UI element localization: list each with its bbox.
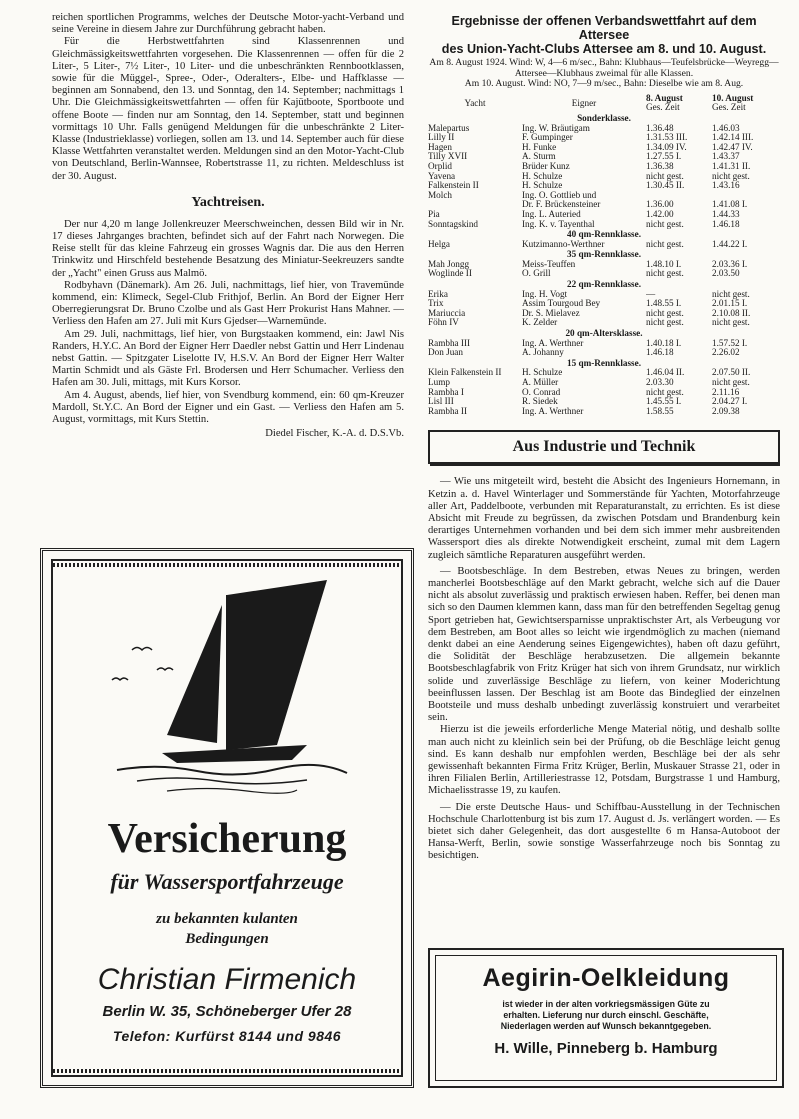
ad-insurance-terms-line1: zu bekannten kulanten (156, 911, 298, 927)
time-day2: nicht gest. (712, 378, 750, 387)
time-day1: 2.03.30 (646, 378, 674, 387)
owner-name: A. Johanny (522, 348, 564, 358)
table-row (428, 290, 780, 300)
owner-name: Ing. W. Bräutigam (522, 123, 590, 133)
class-header-row (428, 328, 780, 339)
table-row (428, 143, 780, 153)
owner-name: F. Gumpinger (522, 133, 573, 143)
time-day1: nicht gest. (646, 318, 684, 328)
time-day1: — (646, 289, 656, 299)
table-row (428, 368, 780, 378)
time-day2: 2.07.50 II. (712, 368, 751, 378)
ad-aegirin-firm: H. Wille, Pinneberg b. Hamburg (494, 1040, 718, 1057)
owner-name: H. Schulze (522, 171, 563, 181)
yacht-paragraph: Am 4. August, abends, lief hier, von Svendburg kommend, ein: 60 qm-Kreuzer Mardoll, St.Y.C. An Bord der Eigner und ein Gast. — Verliess den Hafen am 5. August, vormittags, mit Kurs Stettin. (52, 389, 404, 426)
ad-insurance-firm: Christian Firmenich (97, 963, 357, 996)
ad-insurance-terms (53, 909, 401, 949)
yacht-name: Helga (428, 239, 450, 249)
time-day1 (646, 191, 712, 201)
industry-paragraph: Hierzu ist die jeweils erforderliche Menge Material nötig, und deshalb sollte man auch nicht zu kleinlich sein bei der Prüfung, ob die Beschläge leicht genug sind. Es kann deshalb nur empfohlen werden, Beschläge bei der als sehr gewissenhaft bekannten Firma Fritz Krüger, Berlin, Muskauer Strasse 21, oder in ihren Filialen Berlin, Artilleriestrasse 12, Potsdam, Burgstrasse 1 und Hamburg, Michaelisstrasse 19, zu kaufen. (428, 724, 780, 797)
owner-name: O. Grill (522, 269, 551, 279)
owner-name: Ing. A. Werthner (522, 338, 584, 348)
owner-name: Kutzimanno-Werthner (522, 239, 605, 249)
intro-paragraph: reichen sportlichen Programms, welches der Deutsche Motor-yacht-Verband und seine Vereine in diesem Jahre zur Durchführung gebracht haben. (52, 12, 404, 36)
time-day2: 1.43.16 (712, 181, 740, 191)
industry-paragraph: — Bootsbeschläge. In dem Bestreben, etwas Neues zu bringen, werden mancherlei Bootsbeschläge auf den Markt gebracht, welche sich auf die Dauer nicht als absolut zuverlässig und praktisch erwiesen haben. Reffer, bei denen man sich so den Daumen klemmen kann, dass man für den betreffenden Segeltag genug Sport getrieben hat, Gewichtsersparnisse unpraktischster Art, als Verbeugung vor dem Bestreben, am Boot alles so leicht wie irgendmöglich zu machen (niemand denkt dabei an eine Aenderung seines Eigengewichtes), haben oft dazu geführt, die Solidität der Beschläge herabzusetzen. Die allgemein bekannte Bootsbeschlagfabrik von Fritz Krüger hat sich von ihrem Grundsatz, nur wirklich solide und zuverlässige Beschläge zu liefern, von keiner Moderichtung beeinflussen lassen. Der Beschlag ist am Boote das Bindeglied der einzelnen Bootsteile und muss deshalb unbedingt zuverlässig konstruiert und verarbeitet sein. (428, 565, 780, 724)
yacht-name: Pia (428, 209, 440, 219)
author-signature: Diedel Fischer, K.-A. d. D.S.Vb. (265, 428, 404, 440)
yacht-name: Lisl III (428, 397, 454, 407)
table-row (428, 269, 780, 279)
ad-aegirin-line1: ist wieder in der alten vorkriegsmässigen Güte zu (502, 999, 710, 1009)
industry-paragraph: — Die erste Deutsche Haus- und Schiffbau-Ausstellung in der Technischen Hochschule Charlottenburg ist bis zum 17. August d. Js. verlängert worden. — Es bietet sich daher Gelegenheit, das dort ausgestellte 6 m Hansa-Autoboot der Hansa-Werft, Berlin, sowie sonstige Wasserfahrzeuge noch bis Sonntag zu besichtigen. (428, 801, 780, 862)
time-day2: nicht gest. (712, 171, 750, 181)
decorative-border (53, 1069, 401, 1073)
insurance-advertisement (40, 548, 414, 1088)
table-row (428, 378, 780, 388)
col-header-yacht: Yacht (464, 97, 486, 108)
col-header-owner: Eigner (571, 97, 597, 108)
owner-name: H. Schulze (522, 368, 563, 378)
time-day2: 1.41.31 II. (712, 161, 751, 171)
class-header-row (428, 279, 780, 290)
aegirin-advertisement (428, 948, 784, 1088)
results-conditions-day1: Am 8. August 1924. Wind: W, 4—6 m/sec., Bahn: Klubhaus—Teufelsbrücke—Weyregg—Attersee—Klubhaus zweimal für alle Klassen. (429, 57, 779, 79)
ad-aegirin-title: Aegirin-Oelkleidung (482, 964, 730, 992)
time-day2: 1.46.18 (712, 219, 740, 229)
time-day1: nicht gest. (646, 308, 684, 318)
ad-insurance-subtitle: für Wassersportfahrzeuge (110, 869, 344, 894)
time-day2: 1.57.52 I. (712, 338, 748, 348)
time-day1: nicht gest. (646, 387, 684, 397)
industry-heading: Aus Industrie und Technik (428, 430, 780, 464)
yacht-name (428, 200, 522, 210)
time-day1: 1.48.55 I. (646, 299, 682, 309)
time-day2: 2.11.16 (712, 387, 740, 397)
table-row (428, 181, 780, 191)
owner-name: Ing. K. v. Tayenthal (522, 219, 595, 229)
yacht-name: Rambha I (428, 387, 464, 397)
ad-insurance-title: Versicherung (107, 816, 347, 862)
left-column (52, 12, 404, 537)
time-day1: 1.36.00 (646, 200, 674, 210)
results-body (428, 113, 780, 416)
yacht-name: Falkenstein II (428, 181, 479, 191)
time-day1: 1.34.09 IV. (646, 142, 687, 152)
owner-name: Dr. F. Brückensteiner (522, 200, 601, 210)
time-day1: nicht gest. (646, 239, 684, 249)
table-row (428, 240, 780, 250)
table-row (428, 162, 780, 172)
class-name: 22 qm-Rennklasse. (566, 279, 642, 290)
decorative-border (53, 563, 401, 567)
yacht-name: Lump (428, 378, 450, 387)
time-day2: 1.46.03 (712, 123, 740, 133)
yacht-paragraph: Am 29. Juli, nachmittags, lief hier, von Burgstaaken kommend, ein: Jawl Nis Randers, H.Y.C. An Bord der Eigner Herr Daedler nebst Gattin und Herr Lindenau nebst Gattin. — Spitzgater Liselotte IV, H.S.V. An Bord der Eigner Herr Walter Martin Schmidt und als Gäste Frl. Brodersen und Herr Schumacher. Verliess den Hafen am 30. Juli, mittags, mit Kurs Korsor. (52, 328, 404, 389)
class-name: 35 qm-Rennklasse. (566, 249, 642, 260)
yacht-name: Yavena (428, 171, 456, 181)
ad-aegirin-text (436, 999, 776, 1032)
time-day2: 1.44.22 I. (712, 239, 748, 249)
owner-name: Ing. A. Werthner (522, 406, 584, 416)
table-row (428, 172, 780, 182)
table-row (428, 339, 780, 349)
time-day1: nicht gest. (646, 171, 684, 181)
ad-aegirin-line2: erhalten. Lieferung nur durch einschl. Geschäfte, (503, 1010, 709, 1020)
table-row (428, 220, 780, 230)
class-header-row (428, 249, 780, 260)
yacht-name: Molch (428, 190, 452, 200)
time-day2: 2.03.36 I. (712, 259, 748, 269)
yacht-name: Mariuccia (428, 308, 466, 318)
owner-name: A. Müller (522, 378, 559, 387)
time-day1: 1.36.48 (646, 123, 674, 133)
yacht-name: Sonntagskind (428, 219, 479, 229)
results-title: Ergebnisse der offenen Verbandswettfahrt auf dem Attersee (451, 14, 757, 42)
time-day1: 1.27.55 I. (646, 152, 682, 162)
owner-name: H. Funke (522, 142, 557, 152)
time-day2: 1.42.14 III. (712, 133, 754, 143)
owner-name: H. Schulze (522, 181, 563, 191)
class-header-row (428, 358, 780, 369)
time-day1: 1.36.38 (646, 161, 674, 171)
time-day2: 1.41.08 I. (712, 200, 748, 210)
table-row (428, 397, 780, 407)
time-day2: 2.03.50 (712, 269, 740, 279)
intro-paragraph: Für die Herbstwettfahrten sind Klassenrennen und Gleichmässigkeitswettfahrten vorgesehen. Die Klassenrennen — offen für die 2 Liter-, 5 Liter-, 7½ Liter-, 10 Liter- und die unbeschränkten Rennbootklassen, sowie für die Müggel-, Spree-, Oder-, Oderalters-, Elbe- und Haffklasse — beginnen am Sonnabend, den 13. und Sonntag, den 14. September; nachmittags 1 Uhr. Die Gleichmässigkeitswettfahrten — offen für Kajütboote, Sportboote und offene Boote — finden nur am Sonntag, den 14. September, statt und beginnen vormittags 10 Uhr. Falls genügend Meldungen für die unbeschränkte 2 Liter-Klasse (Industrieklasse) vorliegen, sollen am 13. und 14. September auch für diese Klasse Wettfahrten veranstaltet werden. Meldungen sind an den Motor-Yacht-Club von Deutschland, Berlin-Wannsee, Robertstrasse 11, zu richten. Meldeschluss ist der 30. August. (52, 36, 404, 182)
owner-name: Ing. O. Gottlieb und (522, 190, 597, 200)
industry-paragraph: — Wie uns mitgeteilt wird, besteht die Absicht des Ingenieurs Hornemann, in Ketzin a. d. Havel Winterlager und Sommerstände für Yachten, Motorfahrzeuge aller Art, Paddelboote, verbunden mit Reparaturanstalt, zu errichten. Es ist diese Absicht mit Freude zu begrüssen, da zwischen Potsdam und Brandenburg kein derartiges Unternehmen vorhanden und bei dem sich immer mehr ausbreitenden Wassersport dies als direkte Notwendigkeit erscheint, zumal mit dem Lagern zugleich sämtliche Reparaturen ausgeführt werden. (428, 476, 780, 561)
yacht-name: Mah Jongg (428, 259, 470, 269)
table-row (428, 299, 780, 309)
results-conditions (428, 58, 780, 90)
yacht-name: Klein Falkenstein II (428, 368, 502, 378)
time-day1: 1.42.00 (646, 209, 674, 219)
time-day2: 2.04.27 I. (712, 397, 748, 407)
time-day1: 1.58.55 (646, 406, 674, 416)
yacht-name: Trix (428, 299, 444, 309)
time-day1: 1.31.53 III. (646, 133, 688, 143)
owner-name: R. Siedek (522, 397, 558, 407)
yacht-name: Rambha III (428, 338, 471, 348)
ad-aegirin-line3: Niederlagen werden auf Wunsch bekanntgegeben. (500, 1021, 712, 1031)
class-name: 40 qm-Rennklasse. (566, 229, 642, 240)
table-row (428, 133, 780, 143)
owner-name: Ing. L. Auteried (522, 209, 581, 219)
yacht-paragraph: Rodbyhavn (Dänemark). Am 26. Juli, nachmittags, lief hier, von Travemünde kommend, ein: Klimeck, Segel-Club Frithjof, Berlin. An Bord der Eigner Herr Oberregierungsrat Dr. Bruno Czolbe und als Gast Herr Prokurist Hans Mahner. — Verliess den Hafen am 27. Juli mit Kurs Gjedser—Warnemünde. (52, 279, 404, 328)
table-row (428, 152, 780, 162)
class-name: Sonderklasse. (577, 112, 631, 123)
yacht-name: Lilly II (428, 133, 455, 143)
time-day1: 1.46.04 II. (646, 368, 685, 378)
time-day2: 2.10.08 II. (712, 308, 751, 318)
time-day1: 1.30.45 II. (646, 181, 685, 191)
yacht-name: Föhn IV (428, 318, 459, 328)
sailboat-illustration (77, 575, 377, 805)
time-day1: 1.46.18 (646, 348, 674, 358)
time-day1: nicht gest. (646, 219, 684, 229)
time-day2: 2.01.15 I. (712, 299, 748, 309)
owner-name: Assim Tourgoud Bey (522, 299, 601, 309)
results-title-line2: des Union-Yacht-Clubs Attersee am 8. und 10. August. (441, 42, 767, 56)
yacht-travel-heading: Yachtreisen. (191, 194, 265, 210)
time-day2 (712, 191, 780, 201)
time-day2: 1.43.37 (712, 152, 740, 162)
owner-name: O. Conrad (522, 387, 561, 397)
col-header-day2-time: Ges. Zeit (712, 102, 746, 113)
class-name: 15 qm-Rennklasse. (566, 357, 642, 368)
yacht-name: Don Juan (428, 348, 463, 358)
insurance-ad-frame (51, 559, 403, 1077)
yacht-name: Tilly XVII (428, 152, 468, 162)
table-row (428, 200, 780, 210)
aegirin-ad-frame (435, 955, 777, 1081)
yacht-name: Erika (428, 289, 448, 299)
table-row (428, 318, 780, 328)
table-header-row (428, 94, 780, 113)
owner-name: Ing. H. Vogt (522, 289, 568, 299)
time-day2: 2.09.38 (712, 406, 740, 416)
table-row (428, 309, 780, 319)
yacht-name: Woglinde II (428, 269, 472, 279)
yacht-name: Orplid (428, 161, 452, 171)
time-day2: nicht gest. (712, 318, 750, 328)
time-day1: 1.40.18 I. (646, 338, 682, 348)
table-row (428, 407, 780, 417)
class-name: 20 qm-Altersklasse. (565, 328, 643, 339)
owner-name: A. Sturm (522, 152, 556, 162)
ad-insurance-phone: Telefon: Kurfürst 8144 und 9846 (112, 1028, 342, 1044)
col-header-day1-time: Ges. Zeit (646, 102, 680, 113)
table-row (428, 388, 780, 398)
results-table (428, 94, 780, 417)
table-row (428, 348, 780, 358)
time-day2: nicht gest. (712, 289, 750, 299)
yacht-name: Hagen (428, 142, 452, 152)
col-header-day2 (712, 94, 780, 113)
table-row (428, 191, 780, 201)
col-header-day1-date: 8. August (646, 93, 683, 103)
table-row (428, 260, 780, 270)
col-header-day2-date: 10. August (712, 93, 754, 103)
time-day1: 1.45.55 I. (646, 397, 682, 407)
right-column (428, 14, 780, 934)
yacht-name: Rambha II (428, 406, 468, 416)
owner-name: Dr. S. Mielavez (522, 308, 580, 318)
results-conditions-day2: Am 10. August. Wind: NO, 7—9 m/sec., Bahn: Dieselbe wie am 8. Aug. (464, 78, 744, 90)
owner-name: K. Zelder (522, 318, 558, 328)
class-header-row (428, 113, 780, 124)
time-day1: 1.48.10 I. (646, 259, 682, 269)
ad-insurance-terms-line2: Bedingungen (185, 931, 269, 947)
time-day2: 2.26.02 (712, 348, 740, 358)
time-day1: nicht gest. (646, 269, 684, 279)
table-row (428, 210, 780, 220)
table-row (428, 124, 780, 134)
class-header-row (428, 229, 780, 240)
col-header-day1 (646, 94, 712, 113)
owner-name: Brüder Kunz (522, 161, 570, 171)
yacht-paragraph: Der nur 4,20 m lange Jollenkreuzer Meerschweinchen, dessen Bild wir in Nr. 17 dieses Jahrganges brachten, befindet sich auf der Fahrt nach Norwegen. Die Reise stellt für das kleine Fahrzeug ein grosses Wagnis dar. Die aus den Herren Trinkwitz und Hirschfeld bestehende Besatzung des Miniatur-Seekreuzers sandte der „Yacht" einen Gruss aus Malmö. (52, 218, 404, 279)
owner-name: Meiss-Teuffen (522, 259, 576, 269)
ad-insurance-address: Berlin W. 35, Schöneberger Ufer 28 (102, 1003, 352, 1020)
yacht-name: Malepartus (428, 123, 470, 133)
time-day2: 1.44.33 (712, 209, 740, 219)
time-day2: 1.42.47 IV. (712, 142, 753, 152)
